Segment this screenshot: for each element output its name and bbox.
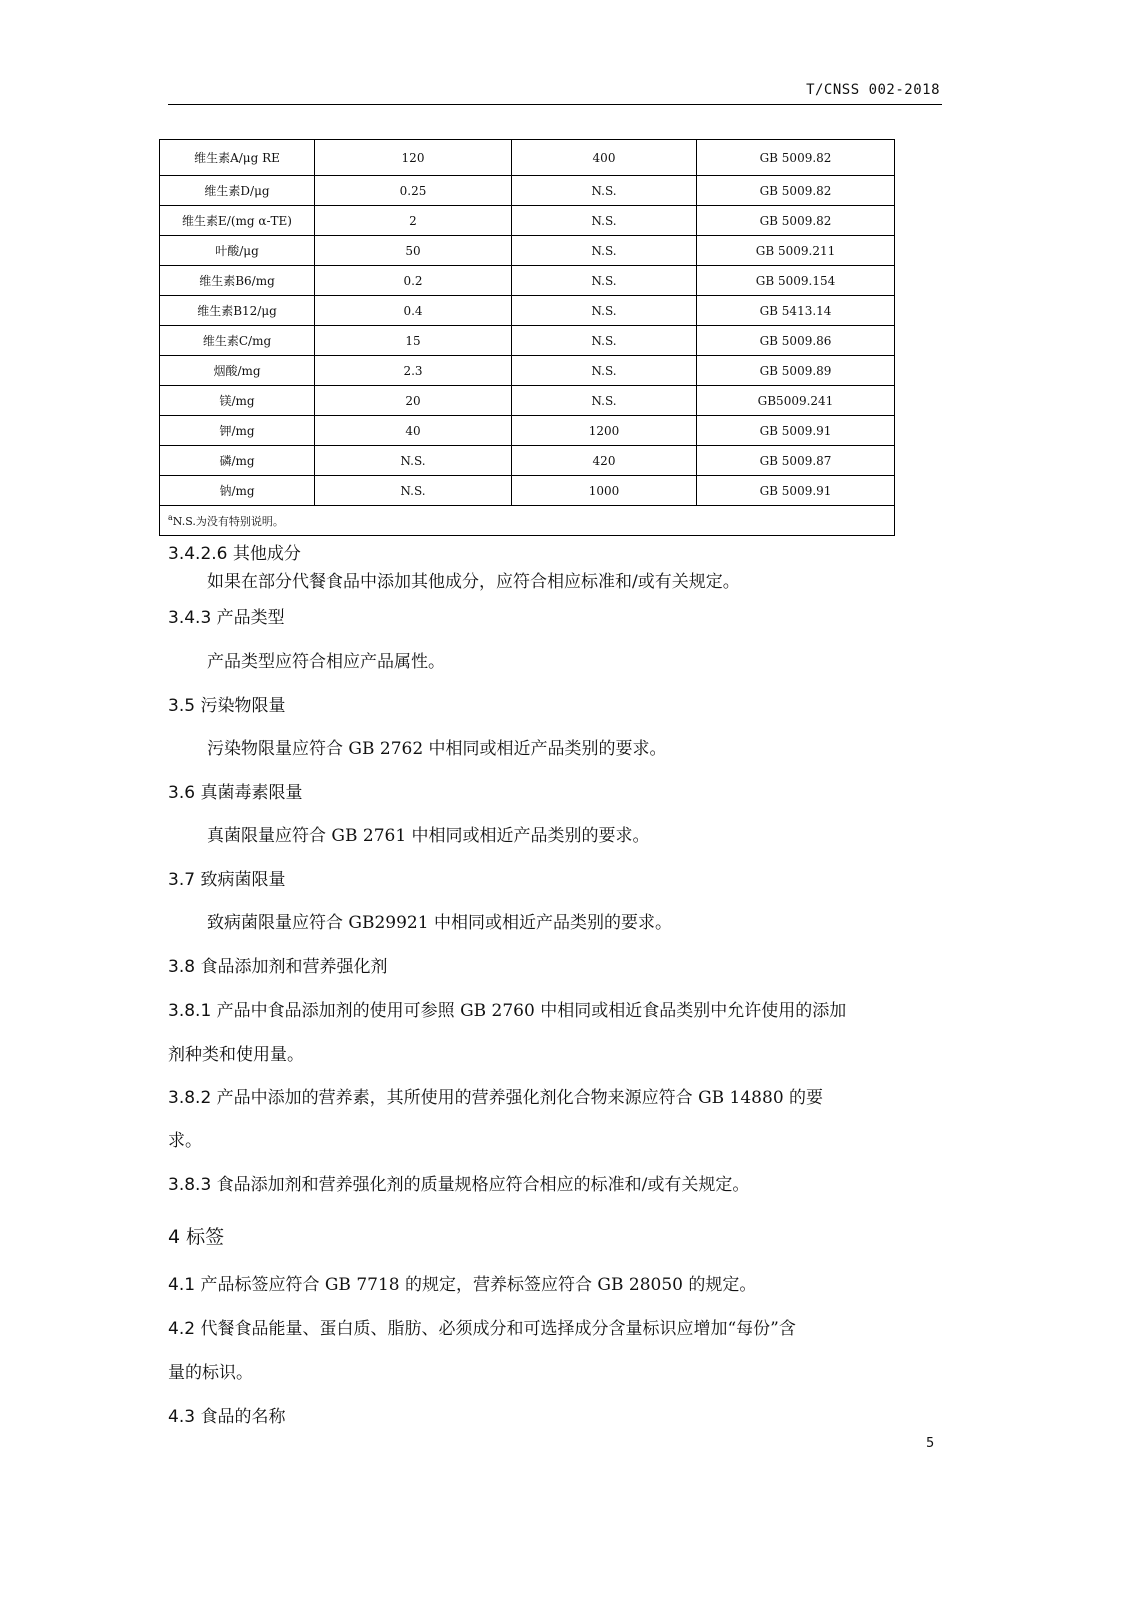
heading-3-8: 3.8 食品添加剂和营养强化剂 [168, 957, 388, 977]
max-cell: N.S. [512, 206, 697, 236]
table-row [160, 140, 895, 176]
nutrient-cell: 烟酸/mg [160, 356, 315, 386]
nutrient-table [159, 139, 895, 536]
nutrient-cell: 镁/mg [160, 386, 315, 416]
min-cell: 40 [315, 416, 512, 446]
page-number: 5 [926, 1436, 935, 1451]
method-cell: GB5009.241 [697, 386, 895, 416]
table-row [160, 236, 895, 266]
max-cell: 1200 [512, 416, 697, 446]
table-row [160, 386, 895, 416]
method-cell: GB 5009.154 [697, 266, 895, 296]
max-cell: 400 [512, 140, 697, 176]
note-marker: a [168, 512, 173, 522]
method-cell: GB 5413.14 [697, 296, 895, 326]
min-cell: 2.3 [315, 356, 512, 386]
nutrient-cell: 磷/mg [160, 446, 315, 476]
paragraph-3-4-3: 产品类型应符合相应产品属性。 [207, 652, 445, 672]
paragraph-3-8-3: 3.8.3 食品添加剂和营养强化剂的质量规格应符合相应的标准和/或有关规定。 [168, 1175, 750, 1195]
paragraph-4-3: 4.3 食品的名称 [168, 1407, 286, 1427]
max-cell: N.S. [512, 266, 697, 296]
method-cell: GB 5009.87 [697, 446, 895, 476]
nutrient-cell: 钠/mg [160, 476, 315, 506]
min-cell: 2 [315, 206, 512, 236]
paragraph-4-2-cont: 量的标识。 [168, 1363, 253, 1383]
nutrient-cell: 叶酸/μg [160, 236, 315, 266]
nutrient-cell: 维生素B12/μg [160, 296, 315, 326]
heading-3-5: 3.5 污染物限量 [168, 696, 286, 716]
method-cell: GB 5009.89 [697, 356, 895, 386]
method-cell: GB 5009.82 [697, 206, 895, 236]
table-row [160, 176, 895, 206]
table-row [160, 206, 895, 236]
min-cell: N.S. [315, 476, 512, 506]
table-row [160, 296, 895, 326]
method-cell: GB 5009.86 [697, 326, 895, 356]
max-cell: 420 [512, 446, 697, 476]
max-cell: N.S. [512, 356, 697, 386]
max-cell: N.S. [512, 386, 697, 416]
paragraph-3-8-1: 3.8.1 产品中食品添加剂的使用可参照 GB 2760 中相同或相近食品类别中允许使用的添加 [168, 1001, 847, 1021]
min-cell: 120 [315, 140, 512, 176]
min-cell: 15 [315, 326, 512, 356]
method-cell: GB 5009.211 [697, 236, 895, 266]
heading-4: 4 标签 [168, 1226, 225, 1248]
table-row [160, 446, 895, 476]
min-cell: 0.2 [315, 266, 512, 296]
table-row [160, 416, 895, 446]
min-cell: 50 [315, 236, 512, 266]
max-cell: N.S. [512, 296, 697, 326]
paragraph-3-8-2-cont: 求。 [168, 1131, 202, 1151]
nutrient-cell: 维生素E/(mg α-TE) [160, 206, 315, 236]
min-cell: 0.25 [315, 176, 512, 206]
paragraph-3-8-1-cont: 剂种类和使用量。 [168, 1045, 304, 1065]
paragraph-4-1: 4.1 产品标签应符合 GB 7718 的规定，营养标签应符合 GB 28050 的规定。 [168, 1275, 757, 1295]
table-note-row [160, 506, 895, 536]
min-cell: N.S. [315, 446, 512, 476]
max-cell: 1000 [512, 476, 697, 506]
max-cell: N.S. [512, 176, 697, 206]
nutrient-cell: 维生素D/μg [160, 176, 315, 206]
min-cell: 0.4 [315, 296, 512, 326]
table-row [160, 326, 895, 356]
note-text: N.S.为没有特别说明。 [172, 514, 284, 528]
max-cell: N.S. [512, 326, 697, 356]
nutrient-cell: 钾/mg [160, 416, 315, 446]
table-row [160, 356, 895, 386]
paragraph-3-7: 致病菌限量应符合 GB29921 中相同或相近产品类别的要求。 [207, 913, 672, 933]
method-cell: GB 5009.91 [697, 476, 895, 506]
method-cell: GB 5009.82 [697, 176, 895, 206]
min-cell: 20 [315, 386, 512, 416]
table-row [160, 476, 895, 506]
nutrient-cell: 维生素A/μg RE [160, 140, 315, 176]
page-header [168, 78, 942, 105]
heading-3-4-3: 3.4.3 产品类型 [168, 608, 285, 628]
paragraph-3-6: 真菌限量应符合 GB 2761 中相同或相近产品类别的要求。 [207, 826, 650, 846]
table-row [160, 266, 895, 296]
heading-3-7: 3.7 致病菌限量 [168, 870, 286, 890]
method-cell: GB 5009.91 [697, 416, 895, 446]
paragraph-4-2: 4.2 代餐食品能量、蛋白质、脂肪、必须成分和可选择成分含量标识应增加“每份”含 [168, 1319, 796, 1339]
max-cell: N.S. [512, 236, 697, 266]
heading-3-4-2-6: 3.4.2.6 其他成分 [168, 544, 301, 564]
paragraph-3-4-2-6: 如果在部分代餐食品中添加其他成分，应符合相应标准和/或有关规定。 [207, 572, 740, 592]
standard-code: T/CNSS 002-2018 [806, 82, 940, 98]
method-cell: GB 5009.82 [697, 140, 895, 176]
paragraph-3-8-2: 3.8.2 产品中添加的营养素，其所使用的营养强化剂化合物来源应符合 GB 14880 的要 [168, 1088, 824, 1108]
table-note [160, 506, 895, 536]
heading-3-6: 3.6 真菌毒素限量 [168, 783, 303, 803]
nutrient-cell: 维生素C/mg [160, 326, 315, 356]
nutrient-cell: 维生素B6/mg [160, 266, 315, 296]
paragraph-3-5: 污染物限量应符合 GB 2762 中相同或相近产品类别的要求。 [207, 739, 667, 759]
